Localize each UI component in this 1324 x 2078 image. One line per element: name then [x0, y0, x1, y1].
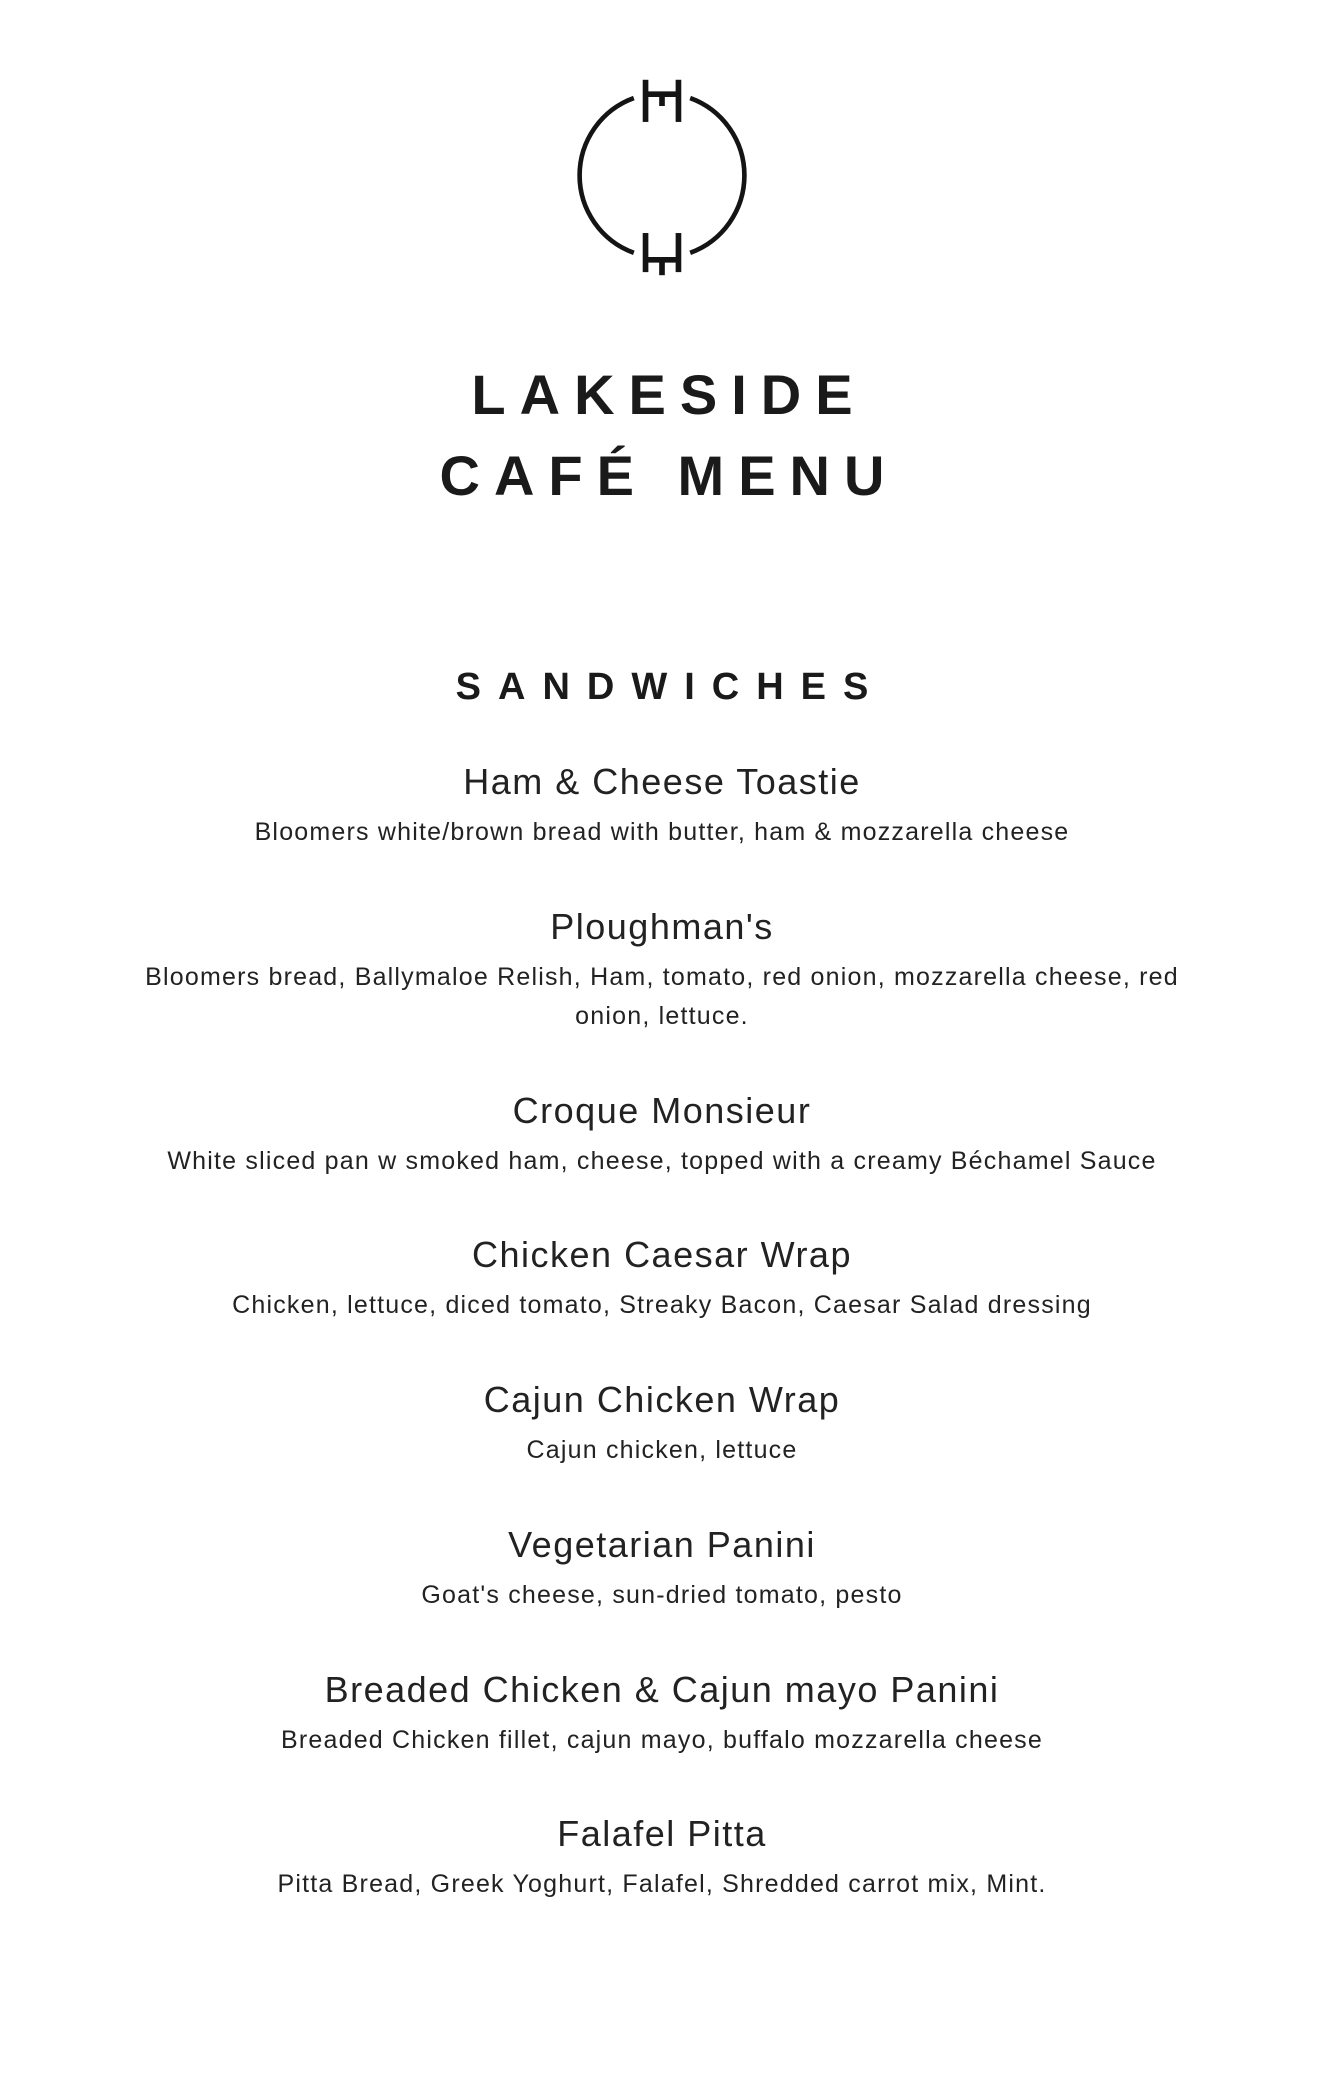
menu-item-description: White sliced pan w smoked ham, cheese, topped with a creamy Béchamel Sauce — [167, 1146, 1157, 1175]
lakeside-circle-monogram-logo-icon — [559, 52, 765, 304]
cafe-title-line-1: LAKESIDE — [471, 363, 867, 426]
menu-item-name: Chicken Caesar Wrap — [472, 1234, 852, 1276]
menu-item-description: Pitta Bread, Greek Yoghurt, Falafel, Shredded carrot mix, Mint. — [277, 1870, 1047, 1899]
logo-container — [0, 52, 1324, 304]
menu-item-name: Falafel Pitta — [557, 1813, 767, 1855]
menu-item — [12, 1524, 1312, 1615]
menu-item-name: Croque Monsieur — [512, 1089, 812, 1131]
menu-item-name: Vegetarian Panini — [508, 1523, 816, 1565]
menu-item — [12, 1669, 1312, 1760]
menu-item — [12, 906, 1312, 1036]
menu-items-list — [0, 761, 1324, 2078]
menu-item-description: Bloomers bread, Ballymaloe Relish, Ham, tomato, red onion, mozzarella cheese, red onion, lettuce. — [145, 963, 1179, 1030]
menu-item — [12, 1090, 1312, 1181]
menu-item — [12, 761, 1312, 852]
cafe-title-line-2: CAFÉ MENU — [439, 444, 899, 508]
menu-item — [12, 1813, 1312, 1904]
menu-item-description: Chicken, lettuce, diced tomato, Streaky Bacon, Caesar Salad dressing — [232, 1291, 1092, 1320]
menu-item — [12, 1234, 1312, 1325]
menu-item-description: Bloomers white/brown bread with butter, ham & mozzarella cheese — [254, 818, 1070, 847]
menu-body — [0, 666, 1324, 2078]
menu-item-description: Breaded Chicken fillet, cajun mayo, buffalo mozzarella cheese — [280, 1725, 1043, 1754]
menu-item-name: Ham & Cheese Toastie — [463, 761, 861, 803]
menu-header — [0, 52, 1324, 516]
menu-item — [12, 1379, 1312, 1470]
menu-item-name: Cajun Chicken Wrap — [483, 1379, 841, 1421]
section-title-sandwiches: SANDWICHES — [455, 666, 886, 709]
menu-item-description: Cajun chicken, lettuce — [526, 1436, 798, 1465]
menu-item-name: Ploughman's — [550, 906, 774, 948]
menu-item-description: Goat's cheese, sun-dried tomato, pesto — [421, 1580, 903, 1609]
menu-item-name: Breaded Chicken & Cajun mayo Panini — [324, 1668, 1000, 1710]
cafe-title — [0, 354, 1324, 516]
